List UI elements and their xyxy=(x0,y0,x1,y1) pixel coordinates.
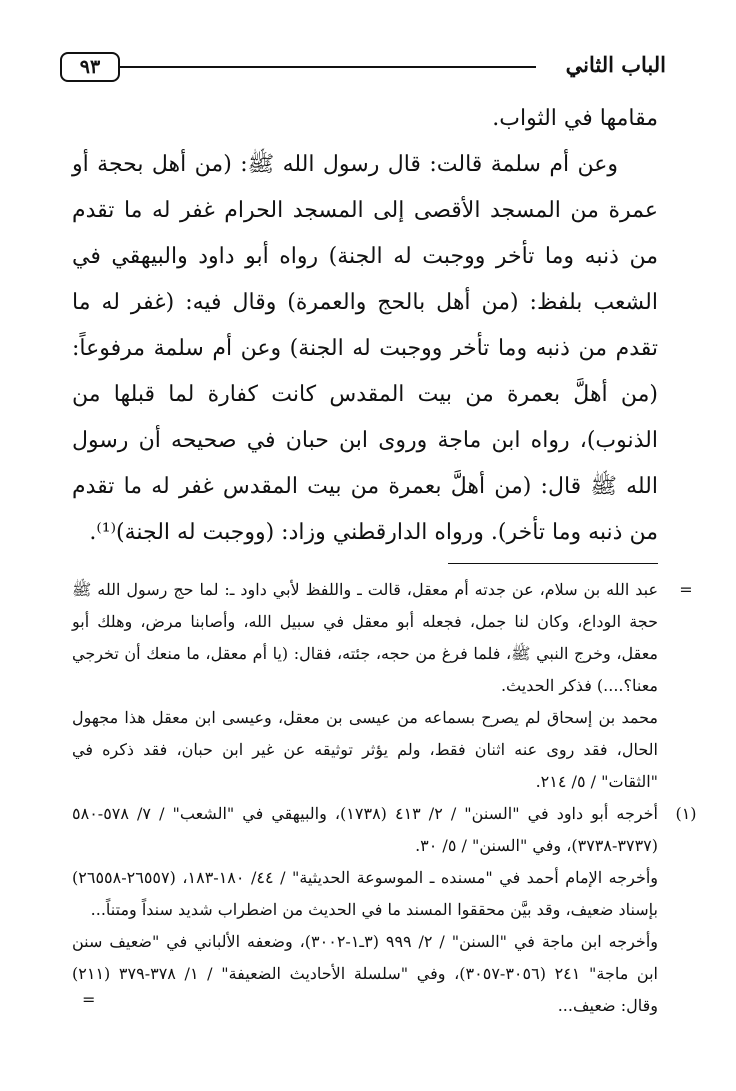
paragraph: وعن أم سلمة قالت: قال رسول الله ﷺ: (من أهل بحجة أو عمرة من المسجد الأقصى إلى المسجد الحرام غفر له ما تقدم من ذنبه وما تأخر ووجبت له الجنة) رواه أبو داود والبيهقي في الشعب بلفظ: (من أهل بالحج والعمرة) وقال فيه: (غفر له ما تقدم من ذنبه وما تأخر ووجبت له الجنة) وعن أم سلمة مرفوعاً: (من أهلَّ بعمرة من بيت المقدس كانت كفارة لما قبلها من الذنوب)، رواه ابن ماجة وروى ابن حبان في صحيحه أن رسول الله ﷺ قال: (من أهلَّ بعمرة من بيت المقدس غفر له ما تقدم من ذنبه وما تأخر). ورواه الدارقطني وزاد: (ووجبت له الجنة)⁽¹⁾. xyxy=(72,152,658,545)
footnote-number: (١) xyxy=(675,804,697,823)
footnote-separator xyxy=(448,563,658,564)
footnote-line: أخرجه أبو داود في "السنن" / ٢/ ٤١٣ (١٧٣٨)، والبيهقي في "الشعب" / ٧/ ٥٧٨-٥٨٠ (٣٧٣٧-٣٧٣٨)، وفي "السنن" / ٥/ ٣٠. xyxy=(72,804,659,855)
footnote-end-marker: = xyxy=(82,990,96,1009)
footnote-line: محمد بن إسحاق لم يصرح بسماعه من عيسى بن معقل، وعيسى ابن معقل هذا مجهول الحال، فقد روى عنه اثنان فقط، ولم يؤثر توثيقه عن غير ابن حبان، فقد ذكره في "الثقات" / ٥/ ٢١٤. xyxy=(72,708,658,791)
paragraph: مقامها في الثواب. xyxy=(492,106,658,131)
footnote-continuation xyxy=(72,574,693,798)
header-rule xyxy=(118,66,536,68)
chapter-title: الباب الثاني xyxy=(565,52,666,77)
main-text xyxy=(72,96,658,556)
page-number: ٩٣ xyxy=(60,52,120,82)
footnote-1 xyxy=(72,798,697,1022)
footnote-line: عبد الله بن سلام، عن جدته أم معقل، قالت ـ واللفظ لأبي داود ـ: لما حج رسول الله ﷺ حجة الوداع، وكان لنا جمل، فجعله أبو معقل في سبيل الله، وأصابنا مرض، وهلك أبو معقل، وخرج النبي ﷺ، فلما فرغ من حجه، جئته، فقال: (يا أم معقل، ما منعك أن تخرجي معنا؟....) فذكر الحديث. xyxy=(72,580,658,695)
footnote-line: وأخرجه ابن ماجة في "السنن" / ٢/ ٩٩٩ (٣ـ١-٣٠٠٢)، وضعفه الألباني في "ضعيف سنن ابن ماجة" ٢٤١ (٣٠٥٦-٣٠٥٧)، وفي "سلسلة الأحاديث الضعيفة" / ١/ ٣٧٨-٣٧٩ (٢١١) وقال: ضعيف... xyxy=(72,932,659,1015)
footnotes xyxy=(72,574,697,1022)
continuation-marker: = xyxy=(679,580,693,599)
footnote-line: وأخرجه الإمام أحمد في "مسنده ـ الموسوعة الحديثية" / ٤٤/ ١٨٠-١٨٣، (٢٦٥٥٧-٢٦٥٥٨) بإسناد ضعيف، وقد بيَّن محققوا المسند ما في الحديث من اضطراب شديد سنداً ومتناً... xyxy=(72,868,659,919)
page-header xyxy=(60,46,666,86)
